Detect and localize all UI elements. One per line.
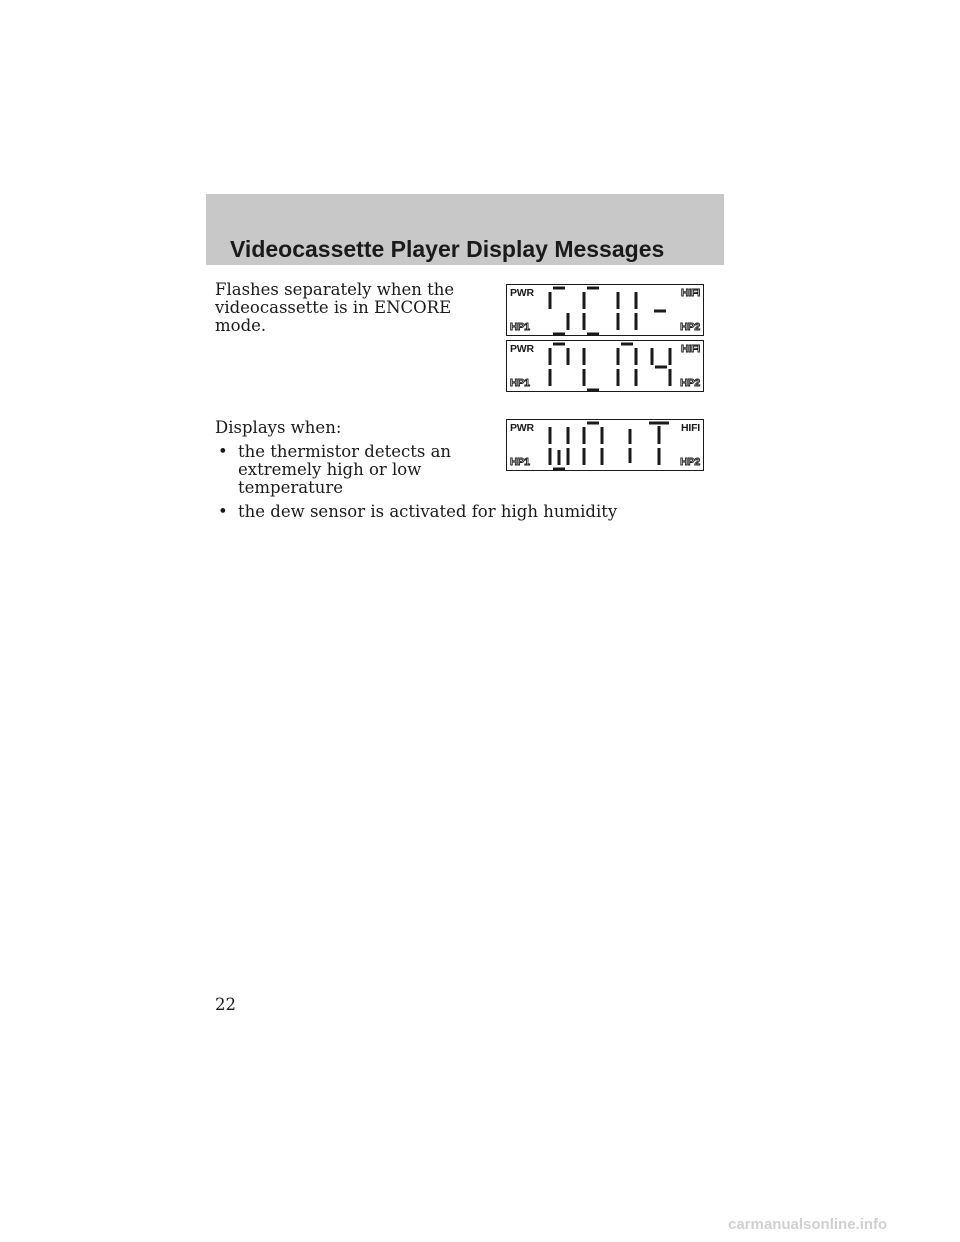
hp1-indicator: HP1 [510, 377, 530, 389]
wait-intro: Displays when: [215, 418, 342, 437]
hp2-indicator: HP2 [680, 321, 700, 333]
watermark-text: carmanualsonline.info [728, 1216, 888, 1233]
list-item [215, 443, 465, 497]
hp1-indicator: HP1 [510, 321, 530, 333]
segment-glyphs [507, 420, 705, 472]
hifi-indicator: HIFI [680, 422, 700, 434]
lcd-display-wait [506, 419, 704, 471]
segment-glyphs [507, 341, 705, 393]
page-title: Videocassette Player Display Messages [230, 236, 665, 262]
hifi-indicator: HIFI [680, 343, 700, 355]
hp2-indicator: HP2 [680, 456, 700, 468]
bullet-icon: • [218, 442, 228, 461]
encore-description [215, 281, 465, 335]
lcd-display-search [506, 284, 704, 336]
hifi-indicator: HIFI [680, 287, 700, 299]
page-number: 22 [215, 995, 236, 1014]
lcd-display-play [506, 340, 704, 392]
encore-text: Flashes separately when the videocassette is in ENCORE mode. [215, 280, 455, 335]
hp1-indicator: HP1 [510, 456, 530, 468]
hp2-indicator: HP2 [680, 377, 700, 389]
list-item [215, 503, 678, 521]
bullet-icon: • [218, 502, 228, 521]
pwr-indicator: PWR [510, 343, 534, 355]
pwr-indicator: PWR [510, 422, 534, 434]
pwr-indicator: PWR [510, 287, 534, 299]
segment-glyphs [507, 285, 705, 337]
list-item-text: the thermistor detects an extremely high or low temperature [238, 442, 452, 497]
list-item-text: the dew sensor is activated for high humidity [238, 502, 618, 521]
section-header-band [206, 194, 724, 265]
